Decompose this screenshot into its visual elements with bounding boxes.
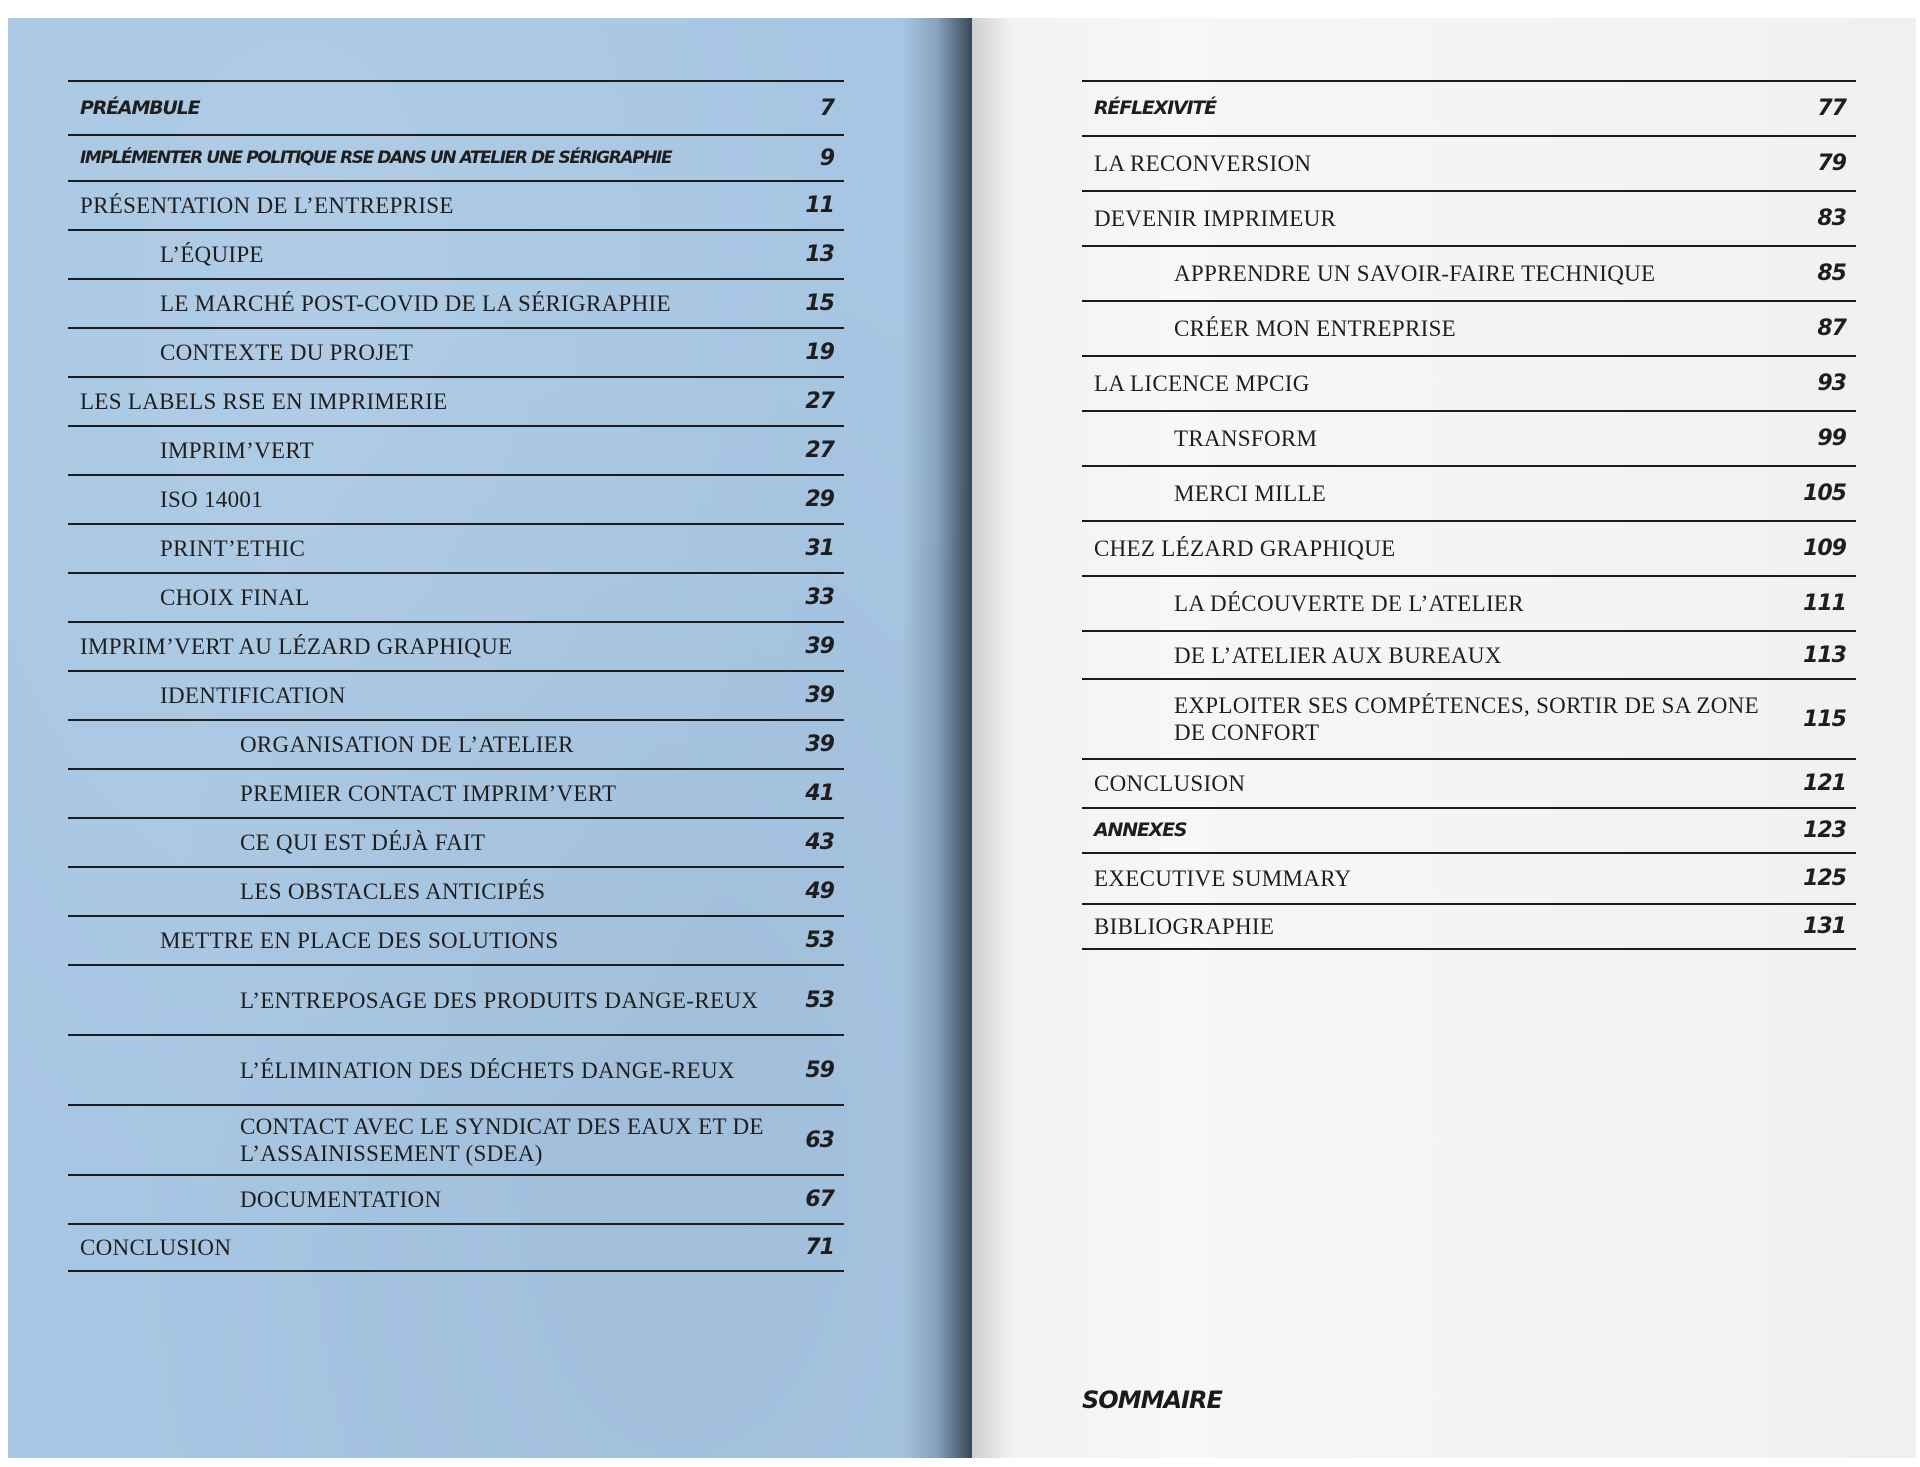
toc-entry[interactable] [68,866,844,915]
toc-entry-page-number: 77 [1817,96,1846,121]
toc-entry-title: BIBLIOGRAPHIE [1094,914,1275,939]
toc-entry-page-number: 39 [805,732,834,757]
toc-entry[interactable] [68,670,844,719]
toc-entry-title: IMPRIM’VERT [160,438,314,463]
toc-entry-title: CONTACT AVEC LE SYNDICAT DES EAUX ET DE L’ASSAINISSEMENT (SDEA) [240,1114,764,1166]
toc-entry-page-number: 9 [819,145,834,171]
left-page [8,18,972,1458]
toc-entry[interactable] [1082,520,1856,575]
toc-entry[interactable] [68,425,844,474]
toc-entry-page-number: 115 [1803,706,1846,732]
toc-entry-page-number: 111 [1803,591,1846,616]
toc-entry-page-number: 27 [805,389,834,414]
toc-entry[interactable] [68,1223,844,1272]
toc-entry-page-number: 125 [1803,866,1846,891]
toc-entry-title: DOCUMENTATION [240,1187,442,1212]
toc-entry-title: L’ÉLIMINATION DES DÉCHETS DANGE-REUX [240,1057,735,1083]
toc-entry[interactable] [1082,903,1856,950]
toc-entry-page-number: 85 [1817,261,1846,286]
toc-entry-page-number: 39 [805,634,834,659]
toc-entry-page-number: 79 [1817,151,1846,176]
toc-entry-title: LA RECONVERSION [1094,151,1312,176]
toc-right [1082,80,1856,950]
toc-entry-title: LE MARCHÉ POST-COVID DE LA SÉRIGRAPHIE [160,291,671,316]
toc-entry-page-number: 113 [1803,642,1846,668]
toc-entry-page-number: 43 [805,830,834,855]
toc-entry[interactable] [1082,190,1856,245]
toc-entry-page-number: 99 [1817,426,1846,451]
toc-entry[interactable] [1082,758,1856,807]
toc-entry-page-number: 105 [1803,481,1846,506]
toc-entry-title: MERCI MILLE [1174,481,1327,506]
toc-entry[interactable] [68,229,844,278]
toc-entry-page-number: 19 [805,340,834,365]
toc-entry-title: CHEZ LÉZARD GRAPHIQUE [1094,536,1396,561]
toc-entry[interactable] [68,572,844,621]
toc-entry[interactable] [68,278,844,327]
gutter-shadow [902,18,972,1458]
toc-entry[interactable] [1082,852,1856,903]
toc-entry-title: ANNEXES [1094,819,1187,841]
toc-entry-title: RÉFLEXIVITÉ [1094,97,1216,119]
toc-entry-page-number: 39 [805,683,834,708]
toc-entry-page-number: 13 [805,242,834,267]
toc-entry-title: IMPRIM’VERT AU LÉZARD GRAPHIQUE [80,634,513,659]
toc-entry[interactable] [1082,245,1856,300]
toc-entry-title: PRÉAMBULE [80,96,200,119]
toc-entry-page-number: 71 [805,1235,834,1260]
toc-entry-page-number: 11 [805,193,834,218]
toc-entry-title: IDENTIFICATION [160,683,346,708]
toc-entry-page-number: 123 [1803,818,1846,843]
toc-entry-title: ISO 14001 [160,487,264,512]
toc-entry[interactable] [1082,465,1856,520]
toc-entry[interactable] [68,621,844,670]
toc-entry-title: CRÉER MON ENTREPRISE [1174,316,1457,341]
toc-entry-title: LES LABELS RSE EN IMPRIMERIE [80,389,448,414]
toc-entry[interactable] [68,964,844,1034]
toc-entry-title: CONCLUSION [1094,771,1246,796]
toc-entry-title: PREMIER CONTACT IMPRIM’VERT [240,781,617,806]
toc-entry-page-number: 93 [1817,371,1846,396]
toc-entry-page-number: 121 [1803,771,1846,796]
toc-entry-title: EXPLOITER SES COMPÉTENCES, SORTIR DE SA ZONE DE CONFORT [1174,693,1759,745]
toc-entry-title: LES OBSTACLES ANTICIPÉS [240,879,546,904]
toc-entry-title: LA DÉCOUVERTE DE L’ATELIER [1174,591,1524,616]
toc-entry-title: TRANSFORM [1174,426,1318,451]
toc-entry[interactable] [68,719,844,768]
toc-entry[interactable] [1082,135,1856,190]
toc-entry-title: CONCLUSION [80,1235,232,1260]
toc-entry[interactable] [68,768,844,817]
toc-entry-title: APPRENDRE UN SAVOIR-FAIRE TECHNIQUE [1174,261,1656,286]
toc-entry[interactable] [68,376,844,425]
toc-entry-title: L’ENTREPOSAGE DES PRODUITS DANGE-REUX [240,987,759,1013]
toc-entry-title: CE QUI EST DÉJÀ FAIT [240,830,486,855]
toc-entry-title: DEVENIR IMPRIMEUR [1094,206,1337,231]
toc-entry[interactable] [68,80,844,134]
toc-entry[interactable] [68,1174,844,1223]
toc-entry-page-number: 87 [1817,316,1846,341]
toc-entry[interactable] [68,1104,844,1174]
toc-entry-page-number: 33 [805,585,834,610]
toc-entry[interactable] [1082,575,1856,630]
toc-entry-page-number: 49 [805,879,834,904]
toc-entry-page-number: 109 [1803,536,1846,561]
toc-entry-title: L’ÉQUIPE [160,242,264,267]
toc-entry[interactable] [1082,410,1856,465]
toc-entry-page-number: 31 [805,536,834,561]
toc-entry-title: IMPLÉMENTER UNE POLITIQUE RSE DANS UN ATELIER DE SÉRIGRAPHIE [80,147,672,168]
toc-entry[interactable] [68,915,844,964]
toc-entry-title: EXECUTIVE SUMMARY [1094,866,1352,891]
toc-entry-page-number: 131 [1803,914,1846,939]
toc-entry-page-number: 27 [805,438,834,463]
toc-entry-page-number: 59 [805,1057,834,1083]
toc-entry[interactable] [68,134,844,180]
toc-entry[interactable] [68,180,844,229]
toc-entry[interactable] [1082,355,1856,410]
toc-entry-title: DE L’ATELIER AUX BUREAUX [1174,642,1502,668]
toc-entry-title: METTRE EN PLACE DES SOLUTIONS [160,928,559,953]
toc-entry[interactable] [68,523,844,572]
toc-entry-title: ORGANISATION DE L’ATELIER [240,732,574,757]
toc-entry-title: PRINT’ETHIC [160,536,306,561]
toc-entry-page-number: 7 [819,95,834,121]
toc-entry-title: CONTEXTE DU PROJET [160,340,414,365]
toc-entry[interactable] [68,1034,844,1104]
toc-entry[interactable] [1082,80,1856,135]
toc-entry-title: CHOIX FINAL [160,585,310,610]
toc-entry-page-number: 53 [805,928,834,953]
toc-entry[interactable] [68,474,844,523]
toc-entry-page-number: 83 [1817,206,1846,231]
page-footer-title: SOMMAIRE [1082,1386,1222,1414]
toc-entry[interactable] [1082,300,1856,355]
toc-entry-page-number: 67 [805,1187,834,1212]
toc-entry-page-number: 53 [805,987,834,1013]
toc-entry-page-number: 63 [805,1127,834,1153]
toc-entry-page-number: 15 [805,291,834,316]
toc-entry-page-number: 41 [805,781,834,806]
toc-entry[interactable] [1082,678,1856,758]
toc-entry[interactable] [1082,630,1856,678]
toc-entry[interactable] [68,817,844,866]
toc-entry-page-number: 29 [805,487,834,512]
toc-left [68,80,844,1272]
right-page [972,18,1916,1458]
toc-entry[interactable] [1082,807,1856,852]
toc-entry-title: LA LICENCE MPCIG [1094,371,1310,396]
toc-entry-title: PRÉSENTATION DE L’ENTREPRISE [80,193,454,218]
toc-entry[interactable] [68,327,844,376]
